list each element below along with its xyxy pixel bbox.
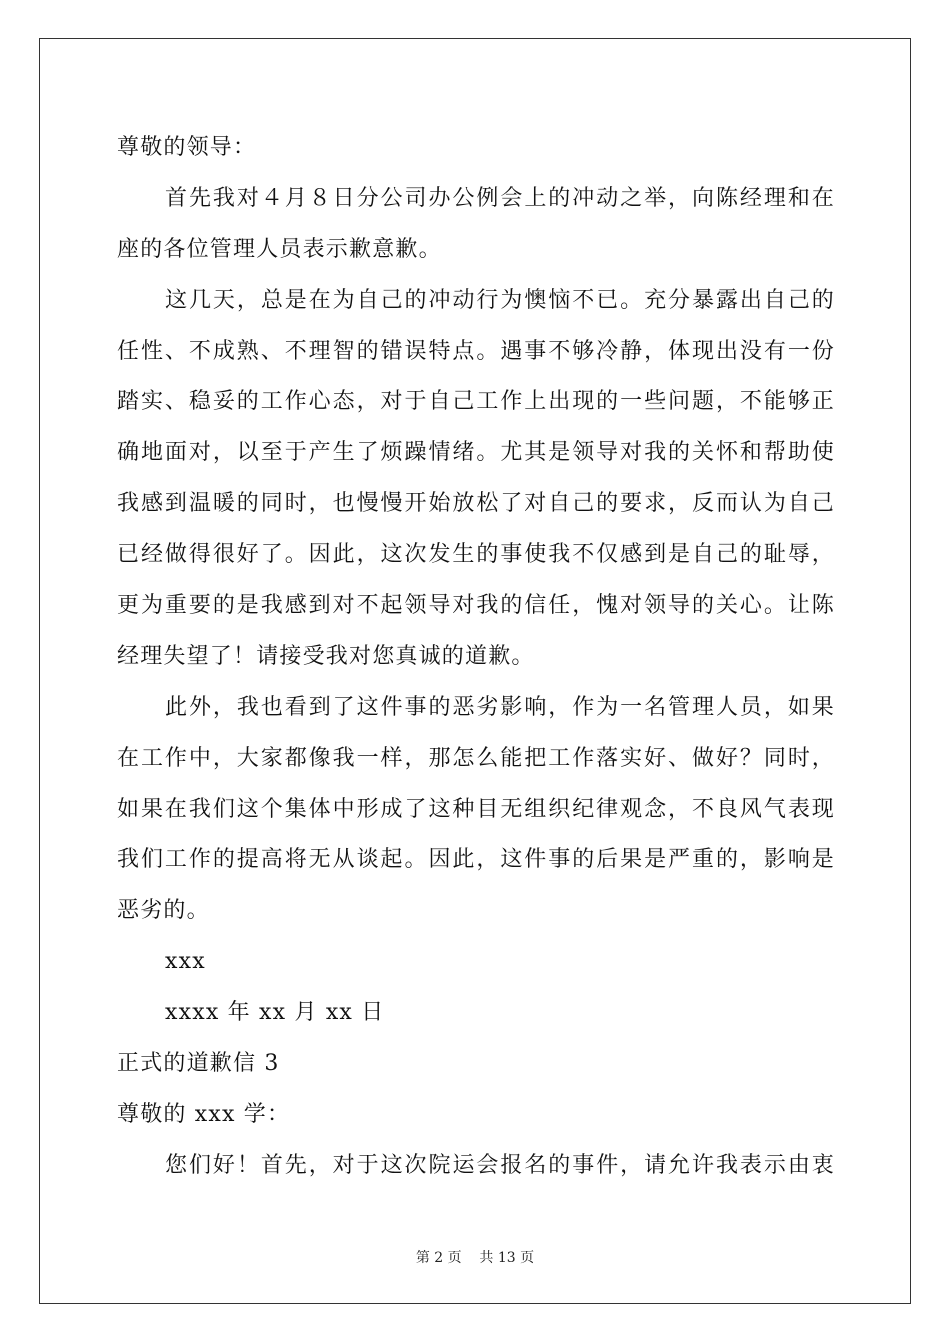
paragraph-2-line: 我感到温暖的同时，也慢慢开始放松了对自己的要求，反而认为自己: [117, 491, 835, 517]
paragraph-2-line: 已经做得很好了。因此，这次发生的事使我不仅感到是自己的耻辱，: [117, 542, 835, 568]
paragraph-2-line: 确地面对，以至于产生了烦躁情绪。尤其是领导对我的关怀和帮助使: [117, 440, 835, 466]
salutation-2: 尊敬的 xxx 学：: [117, 1101, 291, 1127]
paragraph-1-line: 座的各位管理人员表示歉意歉。: [117, 236, 442, 262]
paragraph-2-line: 任性、不成熟、不理智的错误特点。遇事不够冷静，体现出没有一份: [117, 338, 835, 364]
signature-date: xxxx 年 xx 月 xx 日: [165, 1000, 385, 1026]
paragraph-3-line: 在工作中，大家都像我一样，那怎么能把工作落实好、做好？同时，: [117, 745, 835, 771]
paragraph-3-line: 如果在我们这个集体中形成了这种目无组织纪律观念，不良风气表现: [117, 796, 835, 822]
paragraph-3-line: 我们工作的提高将无从谈起。因此，这件事的后果是严重的，影响是: [117, 847, 835, 873]
paragraph-3-line: 恶劣的。: [117, 898, 210, 924]
paragraph-2-line: 这几天，总是在为自己的冲动行为懊恼不已。充分暴露出自己的: [165, 287, 835, 313]
paragraph-2-line: 经理失望了！请接受我对您真诚的道歉。: [117, 643, 535, 669]
letter-body: [117, 128, 835, 1197]
paragraph-2-line: 更为重要的是我感到对不起领导对我的信任，愧对领导的关心。让陈: [117, 593, 835, 619]
paragraph-2-line: 踏实、稳妥的工作心态，对于自己工作上出现的一些问题，不能够正: [117, 389, 835, 415]
paragraph-1-line: 首先我对４月８日分公司办公例会上的冲动之举，向陈经理和在: [165, 185, 835, 211]
paragraph-3-line: 此外，我也看到了这件事的恶劣影响，作为一名管理人员，如果: [165, 694, 835, 720]
signature-name: xxx: [165, 949, 206, 975]
salutation: 尊敬的领导：: [117, 135, 257, 160]
section-title: 正式的道歉信 3: [117, 1051, 280, 1077]
page-number: 第 2 页 共 13 页: [415, 1250, 535, 1266]
paragraph-4-line: 您们好！首先，对于这次院运会报名的事件，请允许我表示由衷: [165, 1152, 835, 1178]
